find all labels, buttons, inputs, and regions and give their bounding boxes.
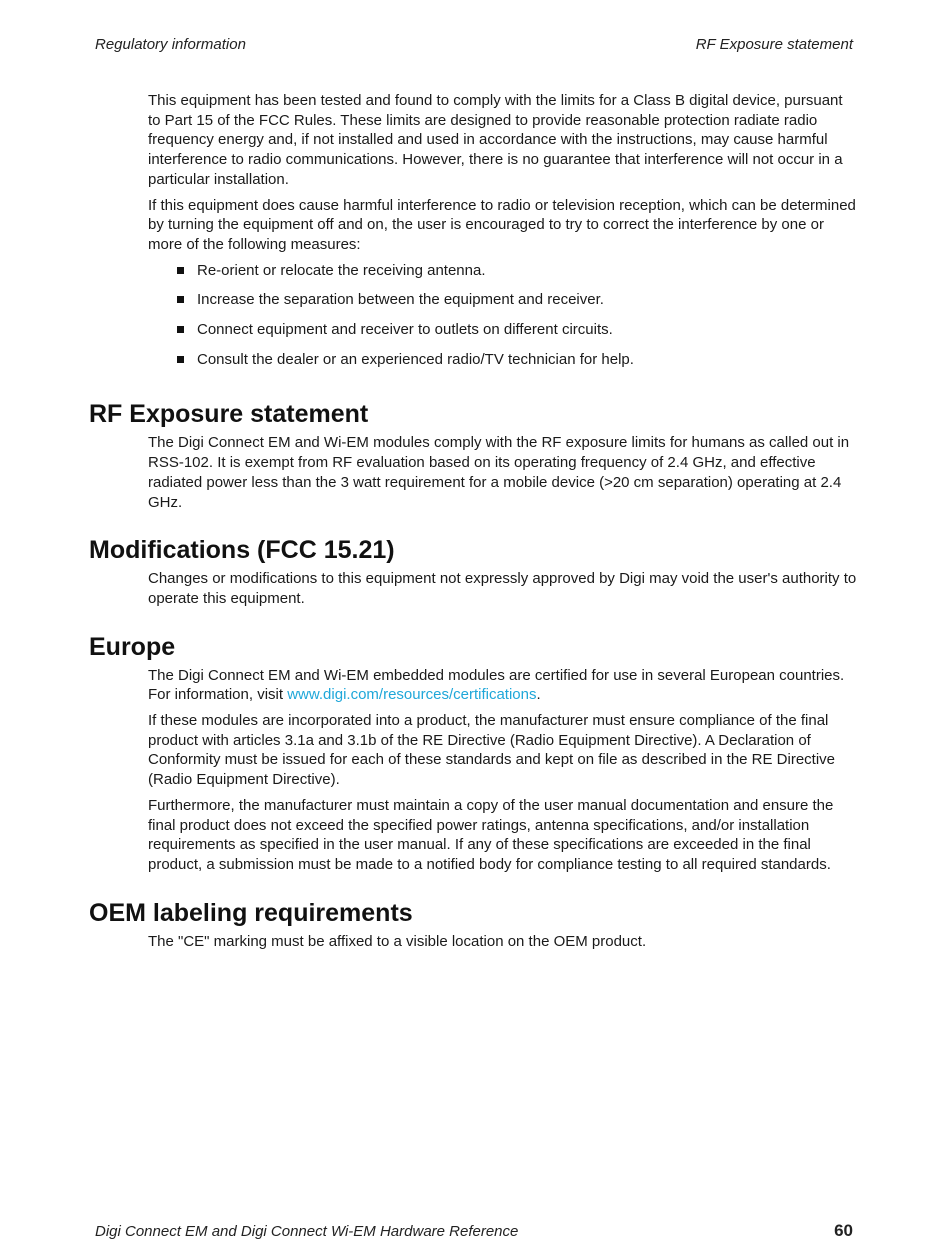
- europe-paragraph: If these modules are incorporated into a product, the manufacturer must ensure compliance of the final product with articles 3.1a and 3.1b of the RE Directive (Radio Equipment Directive). A Declaration of Conformity must be issued for each of these standards and kept on file as described in the RE Directive (Radio Equipment Directive).: [148, 712, 836, 789]
- europe-paragraph: The Digi Connect EM and Wi-EM embedded modules are certified for use in several European countries. For information, visit www.digi.com/resources/certifications.: [148, 666, 845, 704]
- certifications-link[interactable]: www.digi.com/resources/certifications: [287, 686, 537, 704]
- section-heading: Europe: [89, 632, 176, 661]
- intro-paragraph: This equipment has been tested and found to comply with the limits for a Class B digital device, pursuant to Part 15 of the FCC Rules. These limits are designed to provide reasonable protection radiate radio frequency energy and, if not installed and used in accordance with the instructions, may cause harmful interference to radio communications. However, there is no guarantee that interference will not occur in a particular installation.: [148, 92, 843, 188]
- running-footer: [95, 1221, 853, 1241]
- list-item: Re-orient or relocate the receiving antenna.: [176, 261, 859, 281]
- page-content: [89, 91, 859, 957]
- page-number: 60: [834, 1221, 853, 1240]
- list-item: Connect equipment and receiver to outlets on different circuits.: [176, 320, 859, 340]
- modifications-section: [89, 535, 859, 608]
- europe-section: [89, 632, 859, 875]
- header-section: RF Exposure statement: [695, 36, 853, 53]
- intro-paragraph: If this equipment does cause harmful interference to radio or television reception, which can be determined by turning the equipment off and on, the user is encouraged to try to correct the interference by one or more of the following measures:: [148, 196, 856, 253]
- bullet-square-icon: [177, 356, 184, 363]
- list-item: Increase the separation between the equipment and receiver.: [176, 290, 859, 310]
- section-heading: Modifications (FCC 15.21): [89, 536, 395, 565]
- europe-paragraph: Furthermore, the manufacturer must maintain a copy of the user manual documentation and ensure the final product does not exceed the specified power ratings, antenna specifications, and/or installation requirements as specified in the user manual. If any of these specifications are exceeded in the final product, a submission must be made to a notified body for compliance testing to all required standards.: [148, 796, 834, 873]
- section-heading: RF Exposure statement: [89, 400, 369, 429]
- bullet-square-icon: [177, 267, 184, 274]
- section-heading: OEM labeling requirements: [89, 898, 413, 927]
- bullet-square-icon: [177, 326, 184, 333]
- list-item: Consult the dealer or an experienced radio/TV technician for help.: [176, 350, 859, 370]
- running-header: [95, 36, 853, 53]
- footer-doc-title: Digi Connect EM and Digi Connect Wi-EM Hardware Reference: [95, 1223, 519, 1240]
- intro-section: [148, 91, 859, 369]
- measures-list: [176, 261, 859, 370]
- bullet-square-icon: [177, 296, 184, 303]
- rf-paragraph: The Digi Connect EM and Wi-EM modules comply with the RF exposure limits for humans as called out in RSS-102. It is exempt from RF evaluation based on its operating frequency of 2.4 GHz, and effective radiated power less than the 3 watt requirement for a mobile device (>20 cm separation) operating at 2.4 GHz.: [148, 434, 850, 511]
- oem-section: [89, 898, 859, 952]
- mods-paragraph: Changes or modifications to this equipment not expressly approved by Digi may void the user's authority to operate this equipment.: [148, 570, 857, 607]
- header-chapter: Regulatory information: [95, 36, 246, 53]
- oem-paragraph: The "CE" marking must be affixed to a visible location on the OEM product.: [148, 932, 647, 950]
- rf-exposure-section: [89, 399, 859, 512]
